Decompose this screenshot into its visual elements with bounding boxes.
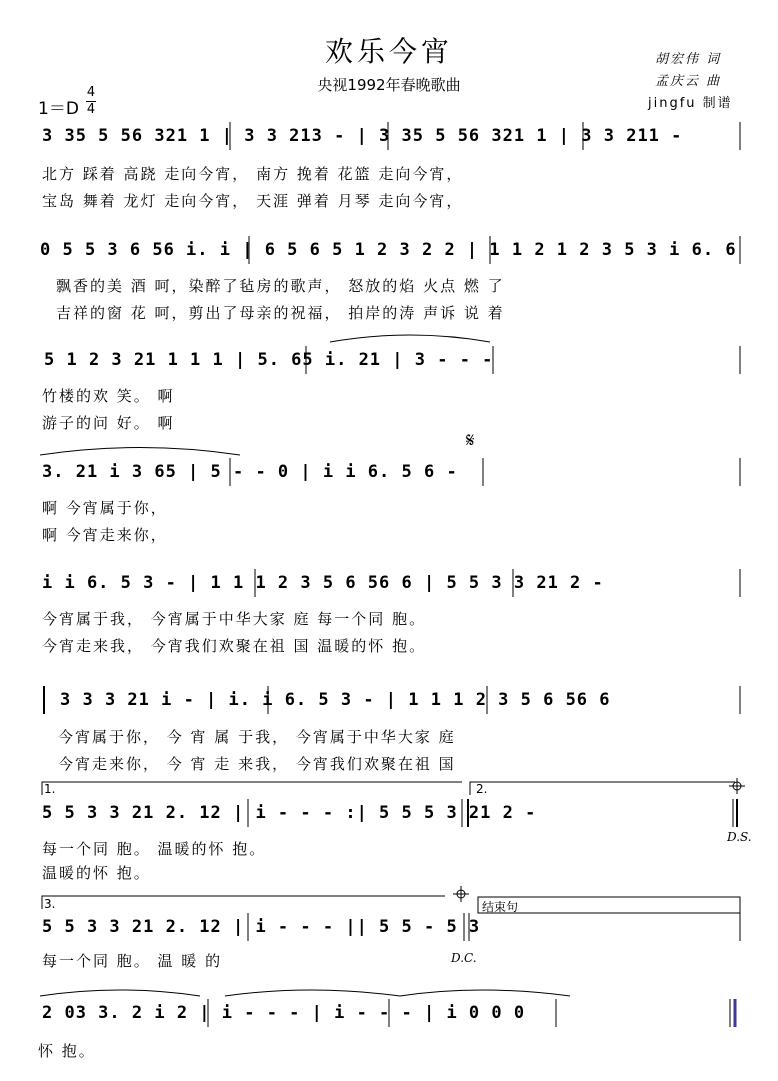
notation-line-3: 5 1 2 3 21 1 1 1 | 5. 65 i. 21 | 3 - - -: [44, 350, 494, 370]
notation-line-1: 3 35 5 56 321 1 | 3 3 213 - | 3 35 5 56 321 1 | 3 3 211 -: [42, 126, 683, 146]
arranger-credit: jingfu 制谱: [648, 96, 733, 111]
lyric-line-9: 怀 抱。: [38, 1042, 96, 1060]
composer-credit: 孟庆云 曲: [655, 74, 722, 89]
lyric-line-1-verse-2: 宝岛 舞着 龙灯 走向今宵， 天涯 弹着 月琴 走向今宵，: [42, 192, 464, 210]
notation-line-6: 3 3 3 21 i - | i. i 6. 5 3 - | 1 1 1 2 3 5 6 56 6: [60, 690, 611, 710]
lyric-line-5-verse-2: 今宵走来我， 今宵我们欢聚在祖 国 温暖的怀 抱。: [42, 637, 427, 655]
lyric-line-6-verse-1: 今宵属于你， 今 宵 属 于我， 今宵属于中华大家 庭: [58, 728, 456, 746]
key-signature: 1＝D: [38, 99, 79, 119]
dal-segno-mark: D.S.: [727, 830, 752, 844]
segno-sign: 𝄋: [466, 428, 475, 452]
lyric-line-6-verse-2: 今宵走来你， 今 宵 走 来我， 今宵我们欢聚在祖 国: [58, 755, 456, 773]
lyric-line-4-verse-2: 啊 今宵走来你，: [42, 526, 168, 544]
lyric-line-3-verse-2: 游子的问 好。 啊: [42, 414, 175, 432]
lyric-line-2-verse-2: 吉祥的窗 花 呵，剪出了母亲的祝福， 拍岸的涛 声诉 说 着: [56, 304, 505, 322]
lyric-line-8: 每一个同 胞。 温 暖 的: [42, 952, 223, 970]
notation-line-2: 0 5 5 3 6 56 i. i | 6 5 6 5 1 2 3 2 2 | 1 1 2 1 2 3 5 3 i 6. 6: [40, 240, 737, 260]
notation-line-9: 2 03 3. 2 i 2 | i - - - | i - - - | i 0 0 0: [42, 1003, 526, 1023]
lyric-line-7-verse-2: 温暖的怀 抱。: [42, 864, 151, 882]
volta-2-label: 2.: [476, 782, 488, 796]
lyric-line-5-verse-1: 今宵属于我， 今宵属于中华大家 庭 每一个同 胞。: [42, 610, 427, 628]
song-title: 欢乐今宵: [324, 35, 453, 68]
da-capo-mark: D.C.: [451, 951, 477, 965]
notation-line-8: 5 5 3 3 21 2. 12 | i - - - || 5 5 - 5 3: [42, 917, 481, 937]
lyric-line-3-verse-1: 竹楼的欢 笑。 啊: [42, 387, 175, 405]
notation-line-4: 3. 21 i 3 65 | 5 - - 0 | i i 6. 5 6 -: [42, 462, 458, 482]
lyricist-credit: 胡宏伟 词: [655, 52, 722, 67]
notation-line-7: 5 5 3 3 21 2. 12 | i - - - :| 5 5 5 3 21 2 -: [42, 803, 537, 823]
lyric-line-4-verse-1: 啊 今宵属于你，: [42, 499, 168, 517]
ending-phrase-label: 结束句: [482, 900, 519, 914]
lyric-line-7-verse-1: 每一个同 胞。 温暖的怀 抱。: [42, 840, 267, 858]
song-subtitle: 央视1992年春晚歌曲: [317, 76, 461, 94]
lyric-line-2-verse-1: 飘香的美 酒 呵，染醉了毡房的歌声， 怒放的焰 火点 燃 了: [56, 277, 505, 295]
lyric-line-1-verse-1: 北方 踩着 高跷 走向今宵， 南方 挽着 花篮 走向今宵，: [42, 165, 464, 183]
volta-1-label: 1.: [44, 782, 56, 796]
notation-line-5: i i 6. 5 3 - | 1 1 1 2 3 5 6 56 6 | 5 5 3 3 21 2 -: [42, 573, 604, 593]
time-signature: 4 4: [86, 85, 96, 117]
volta-3-label: 3.: [44, 897, 56, 911]
